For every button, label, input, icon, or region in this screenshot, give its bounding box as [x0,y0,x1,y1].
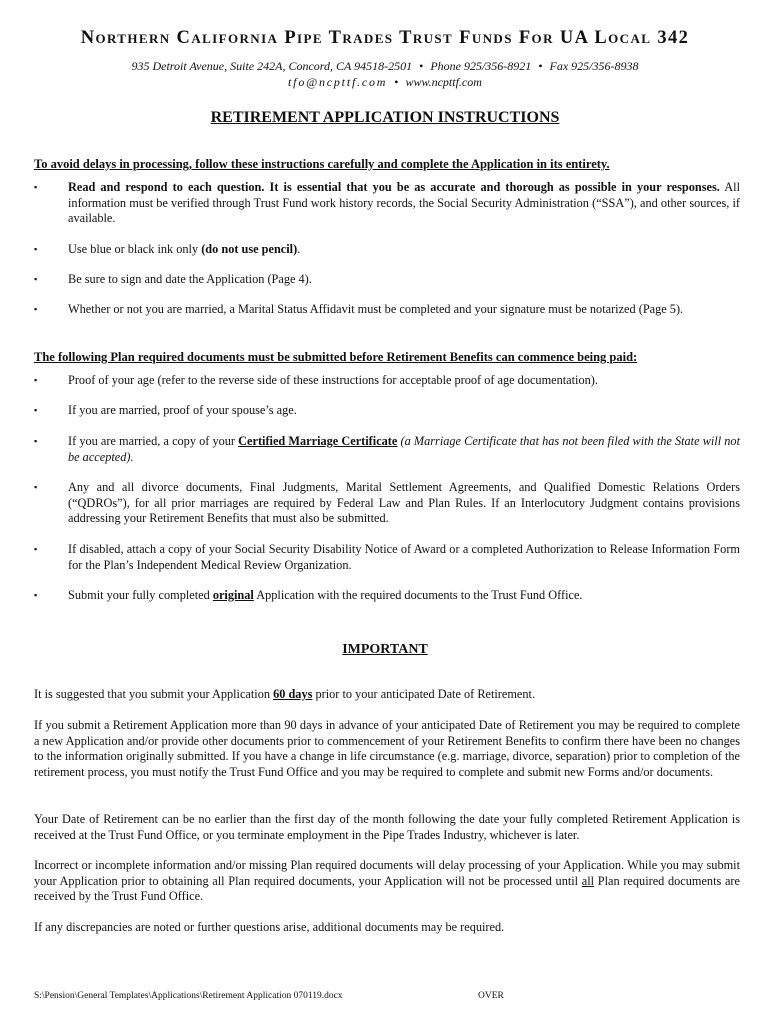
separator-dot: • [394,75,399,89]
bullet-icon: ▪ [34,436,38,446]
bullet-icon: ▪ [34,405,38,415]
street-address: 935 Detroit Avenue, Suite 242A, Concord, CA 94518-2501 [131,59,413,73]
important-paragraph [34,687,740,703]
item-text: If you are married, a copy of your [68,434,239,448]
paragraph-text: Incorrect or incomplete information and/or missing Plan required documents will delay processing of your Application. While you may submit your Application prior to obtaining all Plan required documents, your Application will not be processed until [34,858,740,888]
list-item [34,542,740,573]
list-item [34,373,740,389]
bold-underlined-text: 60 days [273,687,313,701]
item-text: Submit your fully completed [68,588,213,602]
paragraph-text-tail: prior to your anticipated Date of Retirement. [312,687,536,701]
bullet-icon: ▪ [34,375,38,385]
section-heading-instructions: To avoid delays in processing, follow these instructions carefully and complete the Application in its entirety. [34,157,610,171]
list-item [34,480,740,527]
bullet-icon: ▪ [34,274,38,284]
document-title: RETIREMENT APPLICATION INSTRUCTIONS [210,109,560,126]
bullet-icon: ▪ [34,304,38,314]
list-item [34,180,740,227]
contact-line-2 [0,75,770,90]
list-item [34,302,740,318]
list-item [34,588,740,604]
item-text: All information must be verified through Trust Fund work history records, the Social Security Administration (“SSA”), and other sources, if available. [68,180,740,225]
item-text: Proof of your age (refer to the reverse side of these instructions for acceptable proof of age documentation). [68,373,598,387]
bullet-icon: ▪ [34,182,38,192]
underlined-text: all [581,873,595,888]
organization-title: Northern California Pipe Trades Trust Funds For UA Local 342 [80,28,690,48]
email-address: tfo@ncpttf.com [288,75,388,89]
bold-text: (do not use pencil) [201,242,298,256]
list-item [34,242,740,258]
item-text-tail: Application with the required documents to the Trust Fund Office. [253,588,583,602]
list-item [34,434,740,465]
bold-text: Read and respond to each question. It is essential that you be as accurate and thorough as possible in your responses. [68,180,720,194]
italic-text: (a Marriage Certificate that has not been filed with the State will not be accepted). [68,434,740,464]
important-paragraph [34,858,740,905]
separator-dot: • [419,59,424,73]
item-text: If you are married, proof of your spouse’s age. [68,403,297,417]
list-item [34,272,740,288]
footer-over: OVER [478,991,504,1001]
paragraph-text-tail: Plan required documents are received by the Trust Fund Office. [34,873,740,903]
phone-number: Phone 925/356-8921 [430,59,532,73]
bullet-icon: ▪ [34,544,38,554]
bullet-icon: ▪ [34,482,38,492]
bold-underlined-text: Certified Marriage Certificate [238,434,398,448]
important-paragraph: If you submit a Retirement Application more than 90 days in advance of your anticipated Date of Retirement you may be required to complete a new Application and/or provide other documents prior to commencement of your Retirement Benefits to confirm there have been no changes to the information originally submitted. If you have a change in life circumstance (e.g. marriage, divorce, separation) prior to completion of the retirement process, you must notify the Trust Fund Office and you may be required to complete and submit new Forms and/or documents. [34,718,740,779]
fax-number: Fax 925/356-8938 [549,59,639,73]
section-heading-required-documents: The following Plan required documents must be submitted before Retirement Benefits can commence being paid: [34,350,638,364]
item-text: If disabled, attach a copy of your Social Security Disability Notice of Award or a completed Authorization to Release Information Form for the Plan’s Independent Medical Review Organization. [68,542,740,572]
contact-line-1 [0,59,770,74]
separator-dot: • [538,59,543,73]
item-text: Any and all divorce documents, Final Judgments, Marital Settlement Agreements, and Qualified Domestic Relations Orders (“QDROs”), for all prior marriages are required by Federal Law and Plan Rules. If an Interlocutory Judgment contains provisions addressing your Retirement Benefits that must also be submitted. [68,480,740,525]
website-url: www.ncpttf.com [405,75,482,89]
item-text-tail: . [297,242,301,256]
footer-file-path: S:\Pension\General Templates\Applications\Retirement Application 070119.docx [34,991,343,1001]
list-item [34,403,740,419]
important-heading: IMPORTANT [342,642,428,657]
bullet-icon: ▪ [34,244,38,254]
important-paragraph: If any discrepancies are noted or further questions arise, additional documents may be required. [34,920,505,934]
item-text: Be sure to sign and date the Application (Page 4). [68,272,312,286]
item-text: Whether or not you are married, a Marital Status Affidavit must be completed and your signature must be notarized (Page 5). [68,302,684,316]
bullet-icon: ▪ [34,590,38,600]
bold-underlined-text: original [212,588,254,602]
paragraph-text: It is suggested that you submit your Application [34,687,274,701]
important-paragraph: Your Date of Retirement can be no earlier than the first day of the month following the date your fully completed Retirement Application is received at the Trust Fund Office, or you terminate employment in the Pipe Trades Industry, whichever is later. [34,812,740,842]
item-text: Use blue or black ink only [68,242,202,256]
